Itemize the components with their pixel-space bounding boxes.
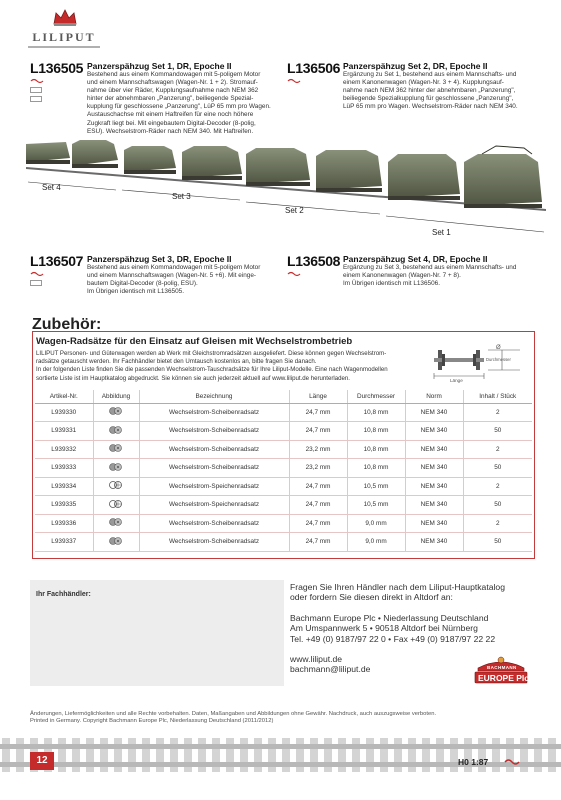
ac-wave-icon bbox=[30, 78, 44, 84]
train-car bbox=[72, 140, 118, 168]
spoked-wheelset-icon bbox=[109, 499, 123, 509]
table-row: L939330 Wechselstrom-Scheibenradsatz 24,7 mm 10,8 mm NEM 340 2 bbox=[35, 403, 532, 422]
table-header-row bbox=[35, 390, 532, 403]
track-footer-graphic bbox=[0, 724, 561, 784]
accessories-box-title: Wagen-Radsätze für den Einsatz auf Gleisen mit Wechselstrombetrieb bbox=[36, 336, 353, 347]
train-car bbox=[182, 146, 242, 180]
wheelset-icon bbox=[109, 462, 123, 472]
dealer-label: Ihr Fachhändler: bbox=[36, 591, 91, 598]
contact-email-link[interactable]: bachmann@liliput.de bbox=[290, 664, 371, 675]
logo-rule bbox=[28, 46, 100, 48]
digital-symbol-icon bbox=[30, 280, 42, 286]
table-row: L939331 Wechselstrom-Scheibenradsatz 24,7 mm 10,8 mm NEM 340 50 bbox=[35, 422, 532, 441]
ac-wave-icon bbox=[287, 271, 301, 277]
liliput-logo bbox=[28, 6, 100, 52]
product-l136506-text bbox=[343, 61, 548, 111]
diameter-label: Durchmesser bbox=[486, 357, 511, 362]
product-l136506 bbox=[287, 60, 340, 76]
table-row: L939337 Wechselstrom-Scheibenradsatz 24,7 mm 9,0 mm NEM 340 50 bbox=[35, 533, 532, 552]
table-row: L939335 Wechselstrom-Speichenradsatz 24,7 mm 10,5 mm NEM 340 50 bbox=[35, 496, 532, 515]
set-4-label: Set 4 bbox=[42, 183, 61, 192]
wheelset-icon bbox=[109, 517, 123, 527]
contact-phone: Tel. +49 (0) 9187/97 22 0 • Fax +49 (0) 9187/97 22 22 bbox=[290, 633, 496, 644]
product-title: Panzerspähzug Set 3, DR, Epoche II bbox=[87, 254, 232, 264]
scale-label: H0 1:87 bbox=[458, 757, 489, 767]
table-row: L939336 Wechselstrom-Scheibenradsatz 24,7 mm 9,0 mm NEM 340 2 bbox=[35, 514, 532, 533]
table-row: L939333 Wechselstrom-Scheibenradsatz 23,2 mm 10,8 mm NEM 340 50 bbox=[35, 459, 532, 478]
contact-intro-1: Fragen Sie Ihren Händler nach dem Liliput-Hauptkatalog bbox=[290, 582, 505, 592]
wheelset-icon bbox=[109, 406, 123, 416]
product-number: L136506 bbox=[287, 60, 341, 76]
diameter-symbol: Ø bbox=[496, 345, 501, 351]
bachmann-logo-top: BACHMANN bbox=[487, 665, 517, 670]
product-title: Panzerspähzug Set 1, DR, Epoche II bbox=[87, 61, 232, 71]
spoked-wheelset-icon bbox=[109, 480, 123, 490]
product-description: Ergänzung zu Set 1, bestehend aus einem Mannschafts- und einem Kanonenwagen (Wagen-Nr. 3 + 4). Kupplungsauf- nahme nach NEM 362 hinter der abnehmbaren „Panzerung", beiliegende Spezialkupplung für geschlossene „Panzerung", LüP 65 mm pro Wagen. Wechselstrom-Räder nach NEM 340. bbox=[343, 71, 518, 111]
brand-wordmark: LILIPUT bbox=[32, 30, 96, 44]
crown-icon bbox=[52, 8, 78, 26]
product-number: L136505 bbox=[30, 60, 84, 76]
set-1-label: Set 1 bbox=[432, 228, 451, 237]
accessories-heading: Zubehör: bbox=[32, 316, 102, 333]
product-description: Bestehend aus einem Kommandowagen mit 5-poligem Motor und einem Mannschaftswagen (Wagen-Nr. 1 + 2). Stromauf- nahme über vier Räder, Kupplungsaufnahme nach NEM 362 hinter der abnehmbaren „Panzerung", beiliegende Spezial- kupplung für geschlossene „Panzerung", LüP 65 mm pro Wagen. Austauschachse mit einem Haftreifen für eine noch höhere Zugkraft liegt bei. Mit eingebautem Digital-Decoder (8-polig, ESU). Wechselstrom-Räder nach NEM 340. Mit Haftreifen. bbox=[87, 71, 271, 135]
col-description: Bezeichnung bbox=[139, 390, 289, 403]
set-3-label: Set 3 bbox=[172, 192, 191, 201]
axle-dimension-diagram bbox=[428, 340, 524, 386]
wheelset-icon bbox=[109, 443, 123, 453]
wheelset-icon bbox=[109, 536, 123, 546]
col-content: Inhalt / Stück bbox=[463, 390, 532, 403]
axle-table bbox=[35, 390, 532, 552]
product-title: Panzerspähzug Set 4, DR, Epoche II bbox=[343, 254, 488, 264]
table-row: L939334 Wechselstrom-Speichenradsatz 24,7 mm 10,5 mm NEM 340 2 bbox=[35, 477, 532, 496]
wheelset-icon bbox=[109, 425, 123, 435]
train-car bbox=[26, 142, 70, 164]
product-title: Panzerspähzug Set 2, DR, Epoche II bbox=[343, 61, 488, 71]
col-image: Abbildung bbox=[93, 390, 139, 403]
contact-company: Bachmann Europe Plc • Niederlassung Deutschland bbox=[290, 612, 489, 623]
train-car bbox=[388, 154, 460, 200]
product-number: L136508 bbox=[287, 253, 341, 269]
set-2-label: Set 2 bbox=[285, 206, 304, 215]
contact-intro-2: oder fordern Sie diesen direkt in Altdorf an: bbox=[290, 592, 453, 603]
product-description: Bestehend aus einem Kommandowagen mit 5-poligem Motor und einem Mannschaftswagen (Wagen-Nr. 5 +6). Mit einge- bautem Digital-Decoder (8-polig, ESU). Im Übrigen identisch mit L136505. bbox=[87, 264, 261, 296]
page-number: 12 bbox=[30, 752, 54, 770]
sound-symbol-icon bbox=[30, 96, 42, 102]
col-length: Länge bbox=[289, 390, 347, 403]
train-car bbox=[246, 148, 310, 186]
train-car bbox=[316, 150, 382, 192]
train-car bbox=[464, 146, 542, 208]
ac-wave-icon bbox=[504, 758, 520, 766]
col-diameter: Durchmesser bbox=[347, 390, 405, 403]
table-row: L939332 Wechselstrom-Scheibenradsatz 23,2 mm 10,8 mm NEM 340 2 bbox=[35, 440, 532, 459]
digital-symbol-icon bbox=[30, 87, 42, 93]
product-l136508 bbox=[287, 253, 340, 269]
length-label: Länge bbox=[450, 378, 463, 383]
product-description: Ergänzung zu Set 3, bestehend aus einem Mannschafts- und einem Kanonenwagen (Wagen-Nr. 7 + 8). Im Übrigen identisch mit L136506. bbox=[343, 264, 517, 288]
col-norm: Norm bbox=[405, 390, 463, 403]
ac-wave-icon bbox=[30, 271, 44, 277]
accessories-intro: LILIPUT Personen- und Güterwagen werden ab Werk mit Gleichstromradsätzen ausgeliefert. Diese können gegen Wechselstrom- radsätze getauscht werden. Ihr Fachhändler bietet den Umtausch kostenlos an, bitte fragen Sie danach. In der folgenden Liste finden Sie die passenden Wechselstrom-Tauschradsätze für Ihre Liliput-Modelle. Eine nach Wagenmodellen sortierte Liste ist im Hauptkatalog abgedruckt. Sie können sie auch jederzeit aktuell auf www.liliput.de herunterladen. bbox=[36, 350, 388, 382]
contact-street: Am Umspannwerk 5 • 90518 Altdorf bei Nürnberg bbox=[290, 623, 478, 634]
product-l136505 bbox=[30, 60, 83, 76]
product-l136508-text bbox=[343, 254, 548, 288]
legal-notice: Änderungen, Liefermöglichkeiten und alle Rechte vorbehalten. Daten, Maßangaben und Abbildungen ohne Gewähr. Nachdruck, auch auszugsweise verboten. Printed in Germany. Copyright Bachmann Europe Plc, Niederlassung Deutschland (2011/2012) bbox=[30, 711, 437, 725]
product-number: L136507 bbox=[30, 253, 84, 269]
contact-website-link[interactable]: www.liliput.de bbox=[290, 654, 343, 665]
armored-train-image bbox=[26, 132, 546, 242]
col-article: Artikel-Nr. bbox=[35, 390, 93, 403]
product-l136507 bbox=[30, 253, 83, 269]
bachmann-logo-bottom: EUROPE Plc bbox=[478, 673, 530, 683]
ac-wave-icon bbox=[287, 78, 301, 84]
train-car bbox=[124, 146, 176, 174]
